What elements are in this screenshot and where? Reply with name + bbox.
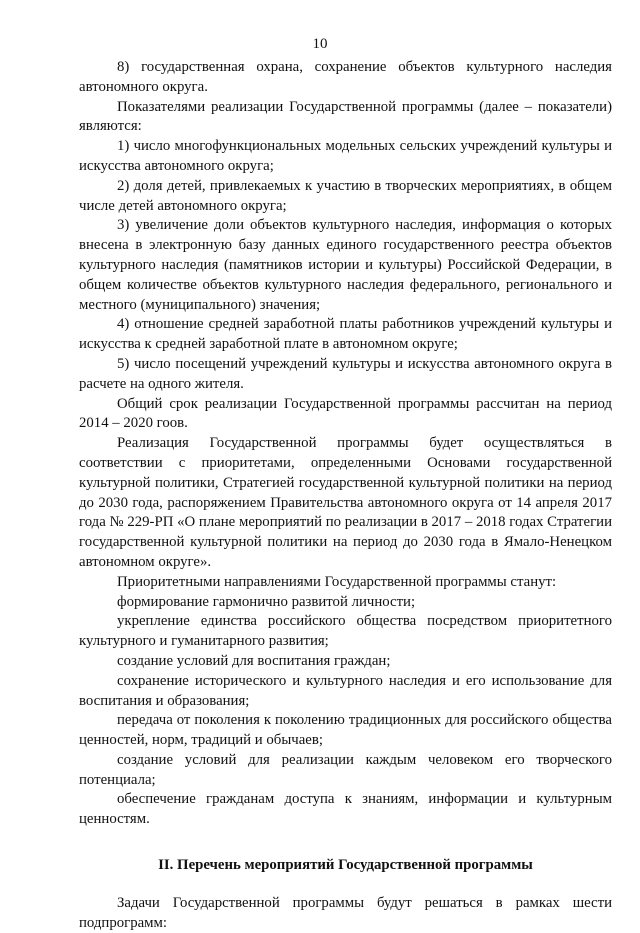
document-body (79, 58, 612, 933)
paragraph: Приоритетными направлениями Государственной программы станут: (117, 573, 557, 590)
list-item: 3) увеличение доли объектов культурного наследия, информация о которых внесена в электронную базу данных единого государственного реестра объектов культурного наследия (памятников истории и культуры) Российской Федерации, в общем количестве объектов культурного наследия федерального, регионального и местного (муниципального) значения; (79, 217, 612, 313)
list-item: создание условий для реализации каждым человеком его творческого потенциала; (79, 751, 612, 788)
list-item: передача от поколения к поколению традиционных для российского общества ценностей, норм, традиций и обычаев; (79, 712, 612, 749)
list-item: 1) число многофункциональных модельных сельских учреждений культуры и искусства автономного округа; (79, 138, 612, 174)
list-item: укрепление единства российского общества посредством приоритетного культурного и гуманитарного развития; (79, 613, 612, 650)
paragraph: 8) государственная охрана, сохранение объектов культурного наследия автономного округа. (79, 59, 612, 95)
paragraph: Показателями реализации Государственной программы (далее – показатели) являются: (79, 98, 612, 135)
list-item: 5) число посещений учреждений культуры и искусства автономного округа в расчете на одного жителя. (79, 355, 612, 392)
page-number: 10 (312, 36, 328, 52)
list-item: 2) доля детей, привлекаемых к участию в творческих мероприятиях, в общем числе детей автономного округа; (79, 177, 612, 214)
list-item: 4) отношение средней заработной платы работников учреждений культуры и искусства к средней заработной плате в автономном округе; (79, 316, 612, 353)
list-item: формирование гармонично развитой личности; (117, 593, 416, 610)
paragraph: Задачи Государственной программы будут решаться в рамках шести подпрограмм: (79, 894, 612, 931)
list-item: сохранение исторического и культурного наследия и его использование для воспитания и образования; (79, 672, 612, 709)
paragraph: Общий срок реализации Государственной программы рассчитан на период 2014 – 2020 гоов. (79, 395, 612, 432)
paragraph: Реализация Государственной программы будет осуществляться в соответствии с приоритетами, определенными Основами государственной культурной политики, Стратегией государственной культурной политики на период до 2030 года, распоряжением Правительства автономного округа от 14 апреля 2017 года № 229-РП «О плане мероприятий по реализации в 2017 – 2018 годах Стратегии государственной культурной политики на период до 2030 года в Ямало-Ненецком автономном округе». (79, 435, 612, 570)
section-heading: II. Перечень мероприятий Государственной программы (158, 857, 533, 874)
list-item: обеспечение гражданам доступа к знаниям, информации и культурным ценностям. (79, 791, 612, 828)
list-item: создание условий для воспитания граждан; (117, 652, 391, 669)
